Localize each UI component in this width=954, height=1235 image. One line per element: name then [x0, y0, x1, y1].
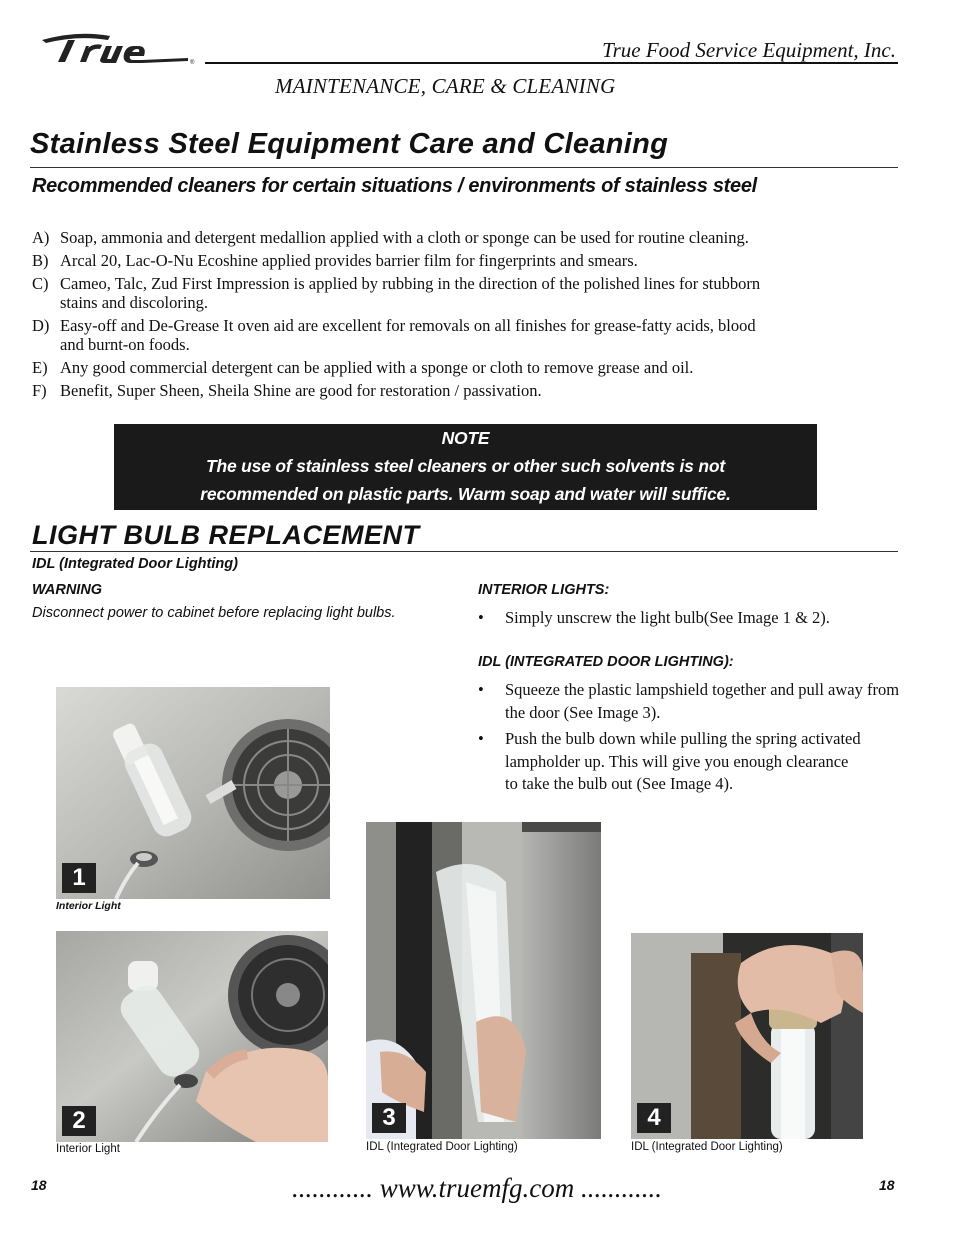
item-marker: B): [32, 251, 49, 270]
page-number-right: 18: [879, 1177, 895, 1193]
list-item: [32, 381, 832, 400]
idl-list: [478, 679, 900, 800]
image-caption: Interior Light: [56, 900, 121, 912]
note-box: [114, 424, 817, 510]
warning-title: WARNING: [32, 582, 103, 598]
stainless-title-rule: [30, 167, 898, 168]
item-text: Squeeze the plastic lampshield together and pull away from the door (See Image 3).: [505, 680, 900, 722]
interior-lights-list: [478, 607, 878, 634]
item-marker: D): [32, 316, 50, 335]
list-item: [478, 679, 900, 724]
item-marker: C): [32, 274, 49, 293]
list-item: [32, 274, 832, 312]
item-text: Cameo, Talc, Zud First Impression is applied by rubbing in the direction of the polished lines for stubborn stains and discoloring.: [60, 274, 761, 312]
list-item: [32, 228, 832, 247]
warning-text: Disconnect power to cabinet before replacing light bulbs.: [32, 605, 396, 621]
section-label: MAINTENANCE, CARE & CLEANING: [275, 74, 616, 98]
note-line: The use of stainless steel cleaners or other such solvents is not: [206, 456, 725, 476]
true-logo: [38, 28, 198, 68]
photo-idl-bulb: [631, 933, 863, 1139]
list-item: [32, 316, 832, 354]
photo-idl-lampshield: [366, 822, 601, 1139]
image-caption: IDL (Integrated Door Lighting): [631, 1141, 783, 1153]
idl-label: IDL (Integrated Door Lighting): [32, 556, 238, 572]
item-text: Benefit, Super Sheen, Sheila Shine are good for restoration / passivation.: [60, 381, 542, 400]
footer-url[interactable]: ............ www.truemfg.com ............: [292, 1173, 662, 1203]
stainless-subtitle: Recommended cleaners for certain situations / environments of stainless steel: [32, 175, 757, 197]
page-number-left: 18: [31, 1177, 47, 1193]
interior-light-hand-illustration: [56, 931, 328, 1142]
image-caption: IDL (Integrated Door Lighting): [366, 1141, 518, 1153]
note-line: recommended on plastic parts. Warm soap and water will suffice.: [200, 484, 731, 504]
idl-title: IDL (INTEGRATED DOOR LIGHTING):: [478, 654, 734, 670]
image-number-badge: 2: [62, 1106, 96, 1136]
interior-lights-title: INTERIOR LIGHTS:: [478, 582, 610, 598]
photo-interior-light-2: [56, 931, 328, 1142]
note-title: NOTE: [441, 428, 490, 448]
item-marker: E): [32, 358, 48, 377]
bullet-icon: •: [478, 608, 484, 627]
list-item: [32, 251, 832, 270]
item-text: Easy-off and De-Grease It oven aid are excellent for removals on all finishes for grease-fatty acids, blood and burnt-on foods.: [60, 316, 756, 354]
photo-interior-light-1: [56, 687, 330, 899]
image-caption: Interior Light: [56, 1143, 120, 1155]
bullet-icon: •: [478, 729, 484, 748]
list-item: [32, 358, 832, 377]
bullet-icon: •: [478, 680, 484, 699]
stainless-title: Stainless Steel Equipment Care and Cleaning: [30, 128, 669, 160]
light-bulb-title: LIGHT BULB REPLACEMENT: [32, 520, 420, 550]
item-marker: A): [32, 228, 50, 247]
list-item: [478, 728, 900, 796]
item-marker: F): [32, 381, 47, 400]
cleaners-list: [32, 228, 832, 404]
item-text: Soap, ammonia and detergent medallion applied with a cloth or sponge can be used for routine cleaning.: [60, 228, 749, 247]
image-number-badge: 4: [637, 1103, 671, 1133]
interior-light-illustration: [56, 687, 330, 899]
item-text: Simply unscrew the light bulb(See Image 1 & 2).: [505, 608, 830, 627]
company-name: True Food Service Equipment, Inc.: [602, 38, 896, 62]
image-number-badge: 1: [62, 863, 96, 893]
item-text: Push the bulb down while pulling the spring activated lampholder up. This will give you enough clearance to take the bulb out (See Image 4).: [505, 729, 861, 793]
image-number-badge: 3: [372, 1103, 406, 1133]
svg-text:®: ®: [190, 60, 195, 66]
light-bulb-title-rule: [30, 551, 898, 552]
idl-lampshield-illustration: [366, 822, 601, 1139]
item-text: Any good commercial detergent can be applied with a sponge or cloth to remove grease and oil.: [60, 358, 694, 377]
header-divider: [205, 62, 898, 64]
item-text: Arcal 20, Lac-O-Nu Ecoshine applied provides barrier film for fingerprints and smears.: [60, 251, 638, 270]
list-item: [478, 607, 878, 630]
